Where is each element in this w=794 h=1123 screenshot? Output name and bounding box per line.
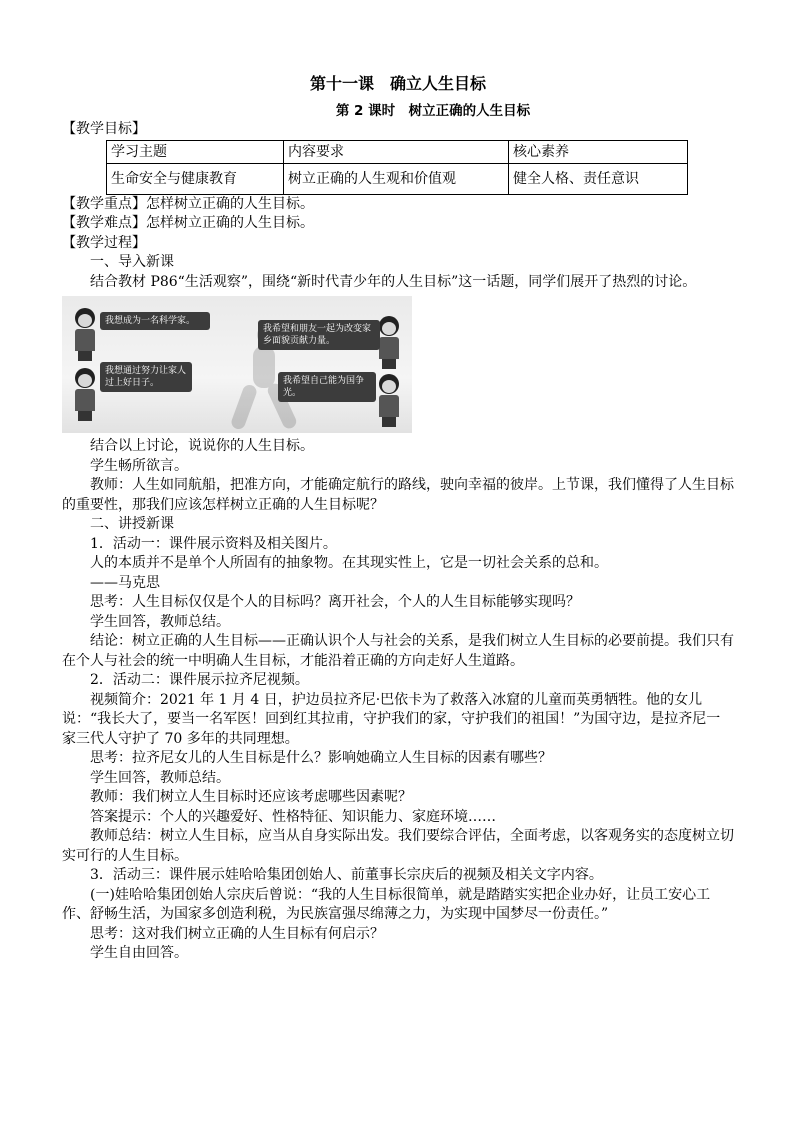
paragraph: ——马克思 (90, 574, 160, 591)
paragraph: 2．活动二：课件展示拉齐尼视频。 (90, 672, 309, 688)
speech-bubble: 我想成为一名科学家。 (100, 312, 210, 330)
table-header-cell: 学习主题 (107, 140, 284, 163)
table-cell: 生命安全与健康教育 (107, 163, 284, 194)
section-intro-heading: 一、导入新课 (90, 254, 174, 270)
teaching-goals-table (106, 140, 688, 195)
table-row (107, 163, 688, 194)
paragraph: 视频简介：2021 年 1 月 4 日，护边员拉齐尼·巴依卡为了救落入冰窟的儿童而英勇牺牲。他的女儿说：“我长大了，要当一名军医！回到红其拉甫，守护我们的家，守护我们的祖国！”为国守边，是拉齐尼一家三代人守护了 70 多年的共同理想。 (62, 691, 721, 747)
process-heading: 【教学过程】 (62, 234, 146, 251)
table-cell: 树立正确的人生观和价值观 (284, 163, 509, 194)
boy-figure-2 (378, 316, 400, 369)
lesson-body (62, 437, 734, 964)
paragraph: 人的本质并不是单个人所固有的抽象物。在其现实性上，它是一切社会关系的总和。 (90, 555, 608, 571)
paragraph: 思考：拉齐尼女儿的人生目标是什么？影响她确立人生目标的因素有哪些？ (90, 750, 552, 766)
document-content (62, 74, 734, 964)
paragraph: 学生回答，教师总结。 (90, 769, 230, 786)
paragraph: (一)娃哈哈集团创始人宗庆后曾说：“我的人生目标很简单，就是踏踏实实把企业办好，让员工安心工作、舒畅生活，为国家多创造利税，为民族富强尽绵薄之力，为实现中国梦尽一份责任。” (62, 886, 711, 922)
paragraph: 教师：人生如同航船，把准方向，才能确定航行的路线，驶向幸福的彼岸。上节课，我们懂得了人生目标的重要性，那我们应该怎样树立正确的人生目标呢？ (62, 477, 734, 513)
girl-figure-1 (74, 368, 96, 421)
paragraph: 3．活动三：课件展示娃哈哈集团创始人、前董事长宗庆后的视频及相关文字内容。 (90, 867, 603, 883)
difficult-point: 【教学难点】怎样树立正确的人生目标。 (62, 215, 314, 231)
lesson-title: 第十一课 确立人生目标 (309, 74, 486, 93)
paragraph: 教师：我们树立人生目标时还应该考虑哪些因素呢？ (90, 789, 412, 805)
paragraph: 思考：这对我们树立正确的人生目标有何启示？ (90, 925, 384, 942)
paragraph: 学生回答，教师总结。 (90, 613, 230, 630)
teaching-goals-heading: 【教学目标】 (62, 121, 146, 137)
boy-figure-1 (74, 308, 96, 361)
table-header-cell: 核心素养 (509, 140, 688, 163)
table-header-cell: 内容要求 (284, 140, 509, 163)
paragraph: 学生自由回答。 (90, 945, 188, 961)
paragraph: 二、讲授新课 (90, 516, 174, 532)
table-header-row (107, 140, 688, 163)
intro-paragraph: 结合教材 P86“生活观察”，围绕“新时代青少年的人生目标”这一话题，同学们展开了热烈的讨论。 (90, 273, 697, 290)
speech-bubble: 我希望和朋友一起为改变家乡面貌贡献力量。 (258, 320, 380, 350)
paragraph: 学生畅所欲言。 (90, 457, 188, 474)
speech-bubble: 我希望自己能为国争光。 (278, 372, 376, 402)
paragraph: 结合以上讨论，说说你的人生目标。 (90, 438, 314, 454)
table-cell: 健全人格、责任意识 (509, 163, 688, 194)
paragraph: 结论：树立正确的人生目标——正确认识个人与社会的关系，是我们树立人生目标的必要前提。我们只有在个人与社会的统一中明确人生目标，才能沿着正确的方向走好人生道路。 (62, 633, 734, 669)
key-point: 【教学重点】怎样树立正确的人生目标。 (62, 195, 314, 212)
girl-figure-2 (378, 374, 400, 427)
paragraph: 教师总结：树立人生目标，应当从自身实际出发。我们要综合评估，全面考虑，以客观务实的态度树立切实可行的人生目标。 (62, 828, 734, 864)
paragraph: 1．活动一：课件展示资料及相关图片。 (90, 535, 337, 552)
paragraph: 答案提示：个人的兴趣爱好、性格特征、知识能力、家庭环境…… (90, 808, 496, 825)
lesson-subtitle: 第 2 课时 树立正确的人生目标 (335, 103, 531, 119)
discussion-illustration (62, 296, 412, 433)
paragraph: 思考：人生目标仅仅是个人的目标吗？离开社会，个人的人生目标能够实现吗？ (90, 594, 580, 610)
speech-bubble: 我想通过努力让家人过上好日子。 (100, 362, 192, 392)
